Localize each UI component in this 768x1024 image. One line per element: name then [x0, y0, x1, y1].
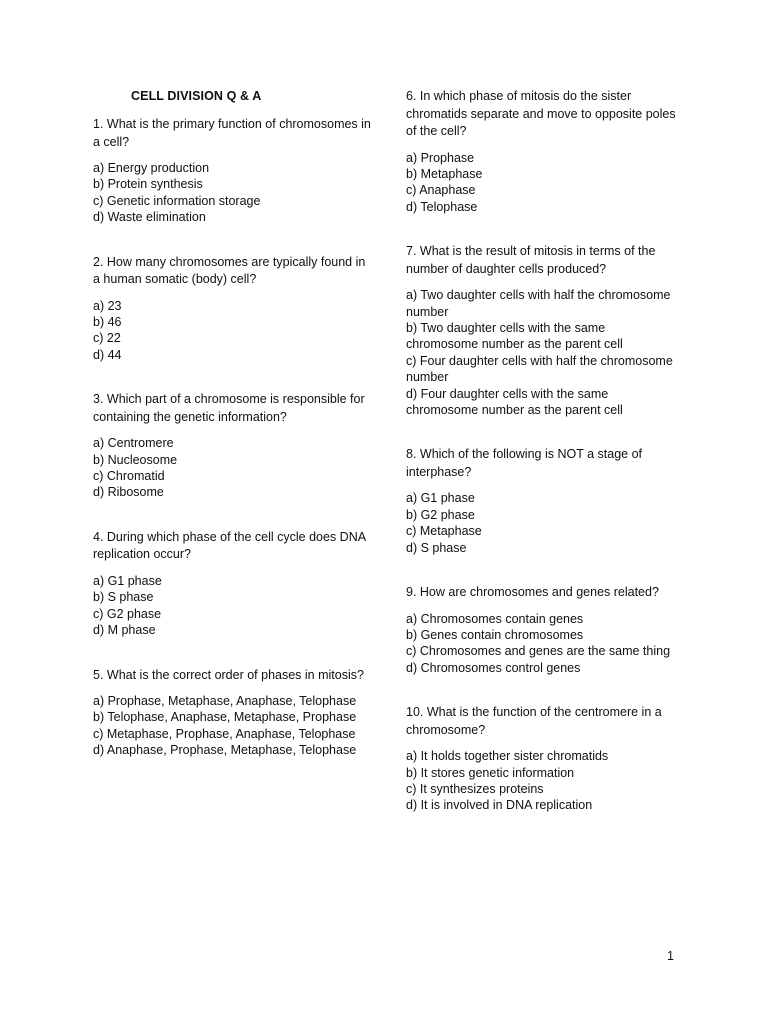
question-text: 8. Which of the following is NOT a stage of interphase?: [406, 447, 642, 479]
answer-option: b) Protein synthesis: [93, 177, 203, 192]
answer-option: a) Chromosomes contain genes: [406, 611, 584, 626]
answer-option: a) Energy production: [93, 161, 210, 175]
page-number: 1: [667, 949, 674, 963]
answer-option: d) Waste elimination: [93, 210, 206, 225]
question-1: [93, 116, 371, 226]
answer-options: [93, 298, 371, 364]
answer-option: d) Chromosomes control genes: [406, 660, 581, 675]
answer-option: d) Anaphase, Prophase, Metaphase, Telophase: [93, 743, 357, 758]
answer-option: a) Prophase, Metaphase, Anaphase, Telophase: [93, 694, 357, 708]
answer-options: [406, 611, 678, 677]
answer-option: a) G1 phase: [406, 491, 475, 506]
question-10: [406, 704, 678, 814]
answer-options: [93, 435, 371, 501]
answer-option: c) Metaphase, Prophase, Anaphase, Telophase: [93, 726, 356, 741]
question-text: 7. What is the result of mitosis in terms of the number of daughter cells produced?: [406, 244, 656, 276]
answer-option: b) Two daughter cells with the same chromosome number as the parent cell: [406, 320, 623, 352]
answer-options: [406, 490, 678, 556]
question-4: [93, 529, 371, 639]
right-column: [406, 88, 678, 814]
answer-option: d) Four daughter cells with the same chromosome number as the parent cell: [406, 386, 623, 417]
answer-option: c) Chromosomes and genes are the same thing: [406, 644, 671, 659]
question-8: [406, 446, 678, 556]
answer-option: c) Genetic information storage: [93, 193, 261, 208]
question-text: 6. In which phase of mitosis do the sister chromatids separate and move to opposite poles of the cell?: [406, 89, 676, 138]
answer-options: [406, 150, 678, 216]
answer-option: a) Prophase: [406, 150, 475, 165]
answer-option: b) Nucleosome: [93, 452, 178, 467]
question-text: 5. What is the correct order of phases in mitosis?: [93, 667, 364, 682]
question-6: [406, 88, 678, 215]
answer-option: b) Genes contain chromosomes: [406, 627, 584, 642]
answer-options: [93, 693, 371, 759]
answer-option: c) It synthesizes proteins: [406, 781, 544, 796]
answer-option: c) Four daughter cells with half the chromosome number: [406, 353, 673, 385]
answer-option: b) Metaphase: [406, 166, 483, 181]
question-text: 3. Which part of a chromosome is responsible for containing the genetic information?: [93, 392, 365, 424]
answer-option: d) S phase: [406, 540, 467, 555]
answer-option: d) 44: [93, 347, 122, 362]
question-9: [406, 584, 678, 676]
answer-option: d) Telophase: [406, 199, 478, 214]
question-text: 9. How are chromosomes and genes related?: [406, 585, 659, 599]
answer-option: d) M phase: [93, 623, 156, 638]
question-text: 4. During which phase of the cell cycle does DNA replication occur?: [93, 529, 366, 562]
answer-option: a) 23: [93, 298, 122, 313]
answer-option: a) It holds together sister chromatids: [406, 749, 609, 764]
answer-option: a) G1 phase: [93, 573, 162, 588]
question-3: [93, 391, 371, 501]
answer-options: [406, 287, 678, 418]
question-2: [93, 254, 371, 364]
answer-option: a) Two daughter cells with half the chromosome number: [406, 288, 671, 319]
answer-option: b) S phase: [93, 590, 154, 605]
answer-option: c) Metaphase: [406, 524, 482, 539]
answer-option: a) Centromere: [93, 436, 174, 451]
document-title: CELL DIVISION Q & A: [131, 89, 262, 103]
question-text: 2. How many chromosomes are typically found in a human somatic (body) cell?: [93, 254, 366, 287]
answer-options: [93, 160, 371, 226]
question-7: [406, 243, 678, 418]
answer-option: c) Chromatid: [93, 469, 165, 484]
question-text: 10. What is the function of the centromere in a chromosome?: [406, 705, 662, 737]
answer-option: b) G2 phase: [406, 507, 475, 522]
answer-option: d) It is involved in DNA replication: [406, 798, 593, 813]
question-5: [93, 667, 371, 759]
answer-option: b) Telophase, Anaphase, Metaphase, Prophase: [93, 710, 357, 725]
question-text: 1. What is the primary function of chromosomes in a cell?: [93, 117, 371, 149]
answer-option: c) 22: [93, 331, 121, 346]
answer-options: [406, 748, 678, 814]
left-column: [93, 88, 371, 759]
answer-option: c) Anaphase: [406, 183, 476, 198]
answer-option: b) It stores genetic information: [406, 765, 575, 780]
answer-options: [93, 573, 371, 639]
answer-option: b) 46: [93, 315, 122, 330]
answer-option: d) Ribosome: [93, 485, 164, 500]
answer-option: c) G2 phase: [93, 606, 162, 621]
